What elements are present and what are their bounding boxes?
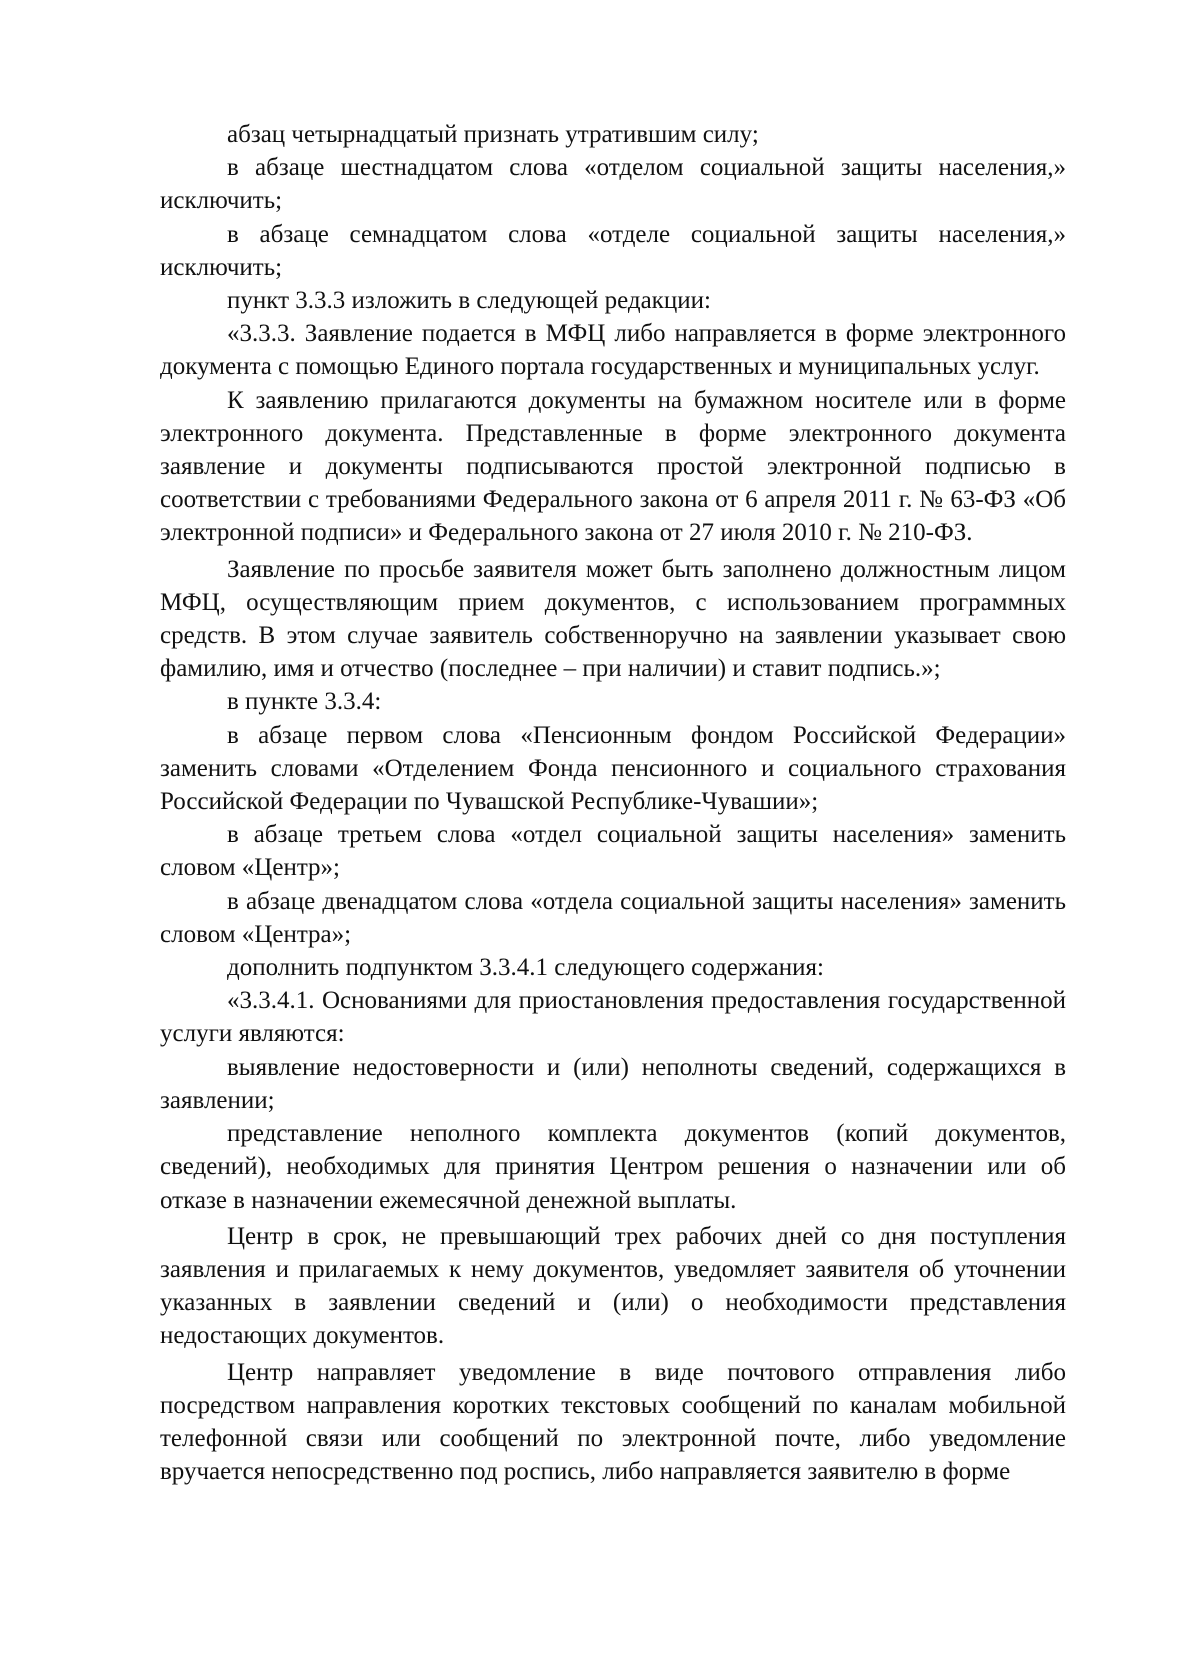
paragraph-2: в абзаце шестнадцатом слова «отделом социальной защиты населения,» исключить;: [160, 154, 1066, 215]
paragraph-15: представление неполного комплекта документов (копий документов, сведений), необходимых для принятия Центром решения о назначении или об отказе в назначении ежемесячной денежной выплаты.: [160, 1120, 1066, 1214]
paragraph-14: выявление недостоверности и (или) неполноты сведений, содержащихся в заявлении;: [160, 1053, 1066, 1114]
paragraph-12: дополнить подпунктом 3.3.4.1 следующего содержания:: [227, 954, 824, 982]
document-page: [160, 118, 1066, 1488]
paragraph-3: в абзаце семнадцатом слова «отделе социальной защиты населения,» исключить;: [160, 220, 1066, 281]
paragraph-11: в абзаце двенадцатом слова «отдела социальной защиты населения» заменить словом «Центра»;: [160, 887, 1066, 948]
paragraph-13: «3.3.4.1. Основаниями для приостановления предоставления государственной услуги являются:: [160, 987, 1066, 1048]
paragraph-7: Заявление по просьбе заявителя может быть заполнено должностным лицом МФЦ, осуществляющим прием документов, с использованием программных средств. В этом случае заявитель собственноручно на заявлении указывает свою фамилию, имя и отчество (последнее – при наличии) и ставит подпись.»;: [160, 555, 1066, 683]
paragraph-10: в абзаце третьем слова «отдел социальной защиты населения» заменить словом «Центр»;: [160, 821, 1066, 882]
paragraph-5: «3.3.3. Заявление подается в МФЦ либо направляется в форме электронного документа с помощью Единого портала государственных и муниципальных услуг.: [160, 320, 1066, 381]
paragraph-17: Центр направляет уведомление в виде почтового отправления либо посредством направления коротких текстовых сообщений по каналам мобильной телефонной связи или сообщений по электронной почте, либо уведомление вручается непосредственно под роспись, либо направляется заявителю в форме: [160, 1358, 1066, 1486]
paragraph-1: абзац четырнадцатый признать утратившим силу;: [227, 121, 759, 148]
paragraph-9: в абзаце первом слова «Пенсионным фондом Российской Федерации» заменить словами «Отделением Фонда пенсионного и социального страхования Российской Федерации по Чувашской Республике-Чувашии»;: [160, 721, 1066, 816]
paragraph-16: Центр в срок, не превышающий трех рабочих дней со дня поступления заявления и прилагаемых к нему документов, уведомляет заявителя об уточнении указанных в заявлении сведений и (или) о необходимости представления недостающих документов.: [160, 1222, 1066, 1350]
paragraph-8: в пункте 3.3.4:: [227, 688, 382, 716]
paragraph-6: К заявлению прилагаются документы на бумажном носителе или в форме электронного документа. Представленные в форме электронного документа заявление и документы подписываются простой электронной подписью в соответствии с требованиями Федерального закона от 6 апреля 2011 г. № 63-ФЗ «Об электронной подписи» и Федерального закона от 27 июля 2010 г. № 210-ФЗ.: [160, 386, 1066, 547]
paragraph-4: пункт 3.3.3 изложить в следующей редакции:: [227, 287, 711, 315]
